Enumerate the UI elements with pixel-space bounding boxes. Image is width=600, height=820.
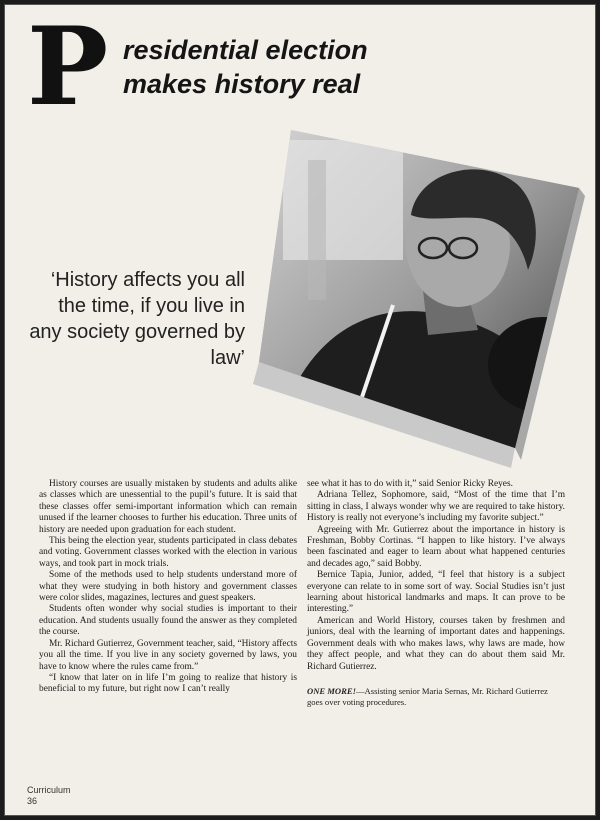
article-column-left [39, 479, 297, 696]
paragraph: Mr. Richard Gutierrez, Government teacher, said, “History affects you all the time. If you live in any society governed by laws, you have to know where the rules came from.” [39, 638, 297, 672]
caption-lead: ONE MORE! [307, 685, 356, 696]
photo [253, 130, 589, 475]
paragraph: Bernice Tapia, Junior, added, “I feel that history is a subject everyone can relate to in some sort of way. Social Studies isn’t just learning about historical landmarks and maps. It can prove to be interesting.” [307, 570, 565, 615]
paragraph: Agreeing with Mr. Gutierrez about the importance in history is Freshman, Bobby Cortinas. “I happen to like history. I’ve always been fascinated and eager to learn about what happened centuries and decades ago,” said Bobby. [307, 524, 565, 569]
caption-text: —Assisting senior Maria Sernas, Mr. Richard Gutierrez goes over voting procedures. [307, 685, 548, 707]
headline-line-2: makes history real [123, 69, 361, 99]
photo-caption [307, 686, 565, 708]
yearbook-page [4, 4, 596, 816]
paragraph: Students often wonder why social studies is important to their education. And students usually found the answer as they completed the course. [39, 604, 297, 638]
page-number: 36 [27, 796, 38, 806]
drop-cap: P [27, 4, 107, 130]
pull-quote: ‘History affects you all the time, if you live in any society governed by law’ [29, 269, 245, 369]
paragraph: see what it has to do with it,” said Senior Ricky Reyes. [307, 479, 513, 489]
headline [123, 33, 368, 101]
paragraph: Adriana Tellez, Sophomore, said, “Most of the time that I’m sitting in class, I always wonder why we are required to take history. History is really not everyone’s including my favorite subject.” [307, 490, 565, 524]
paragraph: This being the election year, students participated in class debates and voting. Government classes worked with the election in various ways, and took part in mock trials. [39, 536, 297, 569]
page-footer [27, 785, 71, 807]
paragraph: “I know that later on in life I’m going to realize that history is beneficial to my future, but right now I can’t really [39, 672, 297, 695]
headline-line-1: residential election [123, 35, 368, 65]
photo-of-teacher-icon [253, 130, 589, 475]
section-label: Curriculum [27, 785, 71, 795]
paragraph: American and World History, courses taken by freshmen and juniors, deal with the learning of important dates and happenings. Government deals with who makes laws, why laws are made, how they affect people, and what they can do about them said Mr. Richard Gutierrez. [307, 615, 565, 672]
paragraph: History courses are usually mistaken by students and adults alike as classes which are unessential to the pupil’s future. It is said that these classes offer semi-important information which can remain unused if the learner chooses to further his education. Three units of history are needed upon graduation for each student. [39, 479, 297, 535]
article-column-right [307, 479, 565, 708]
paragraph: Some of the methods used to help students understand more of what they were studying in both history and government classes were color slides, magazines, lectures and guest speakers. [39, 570, 297, 604]
